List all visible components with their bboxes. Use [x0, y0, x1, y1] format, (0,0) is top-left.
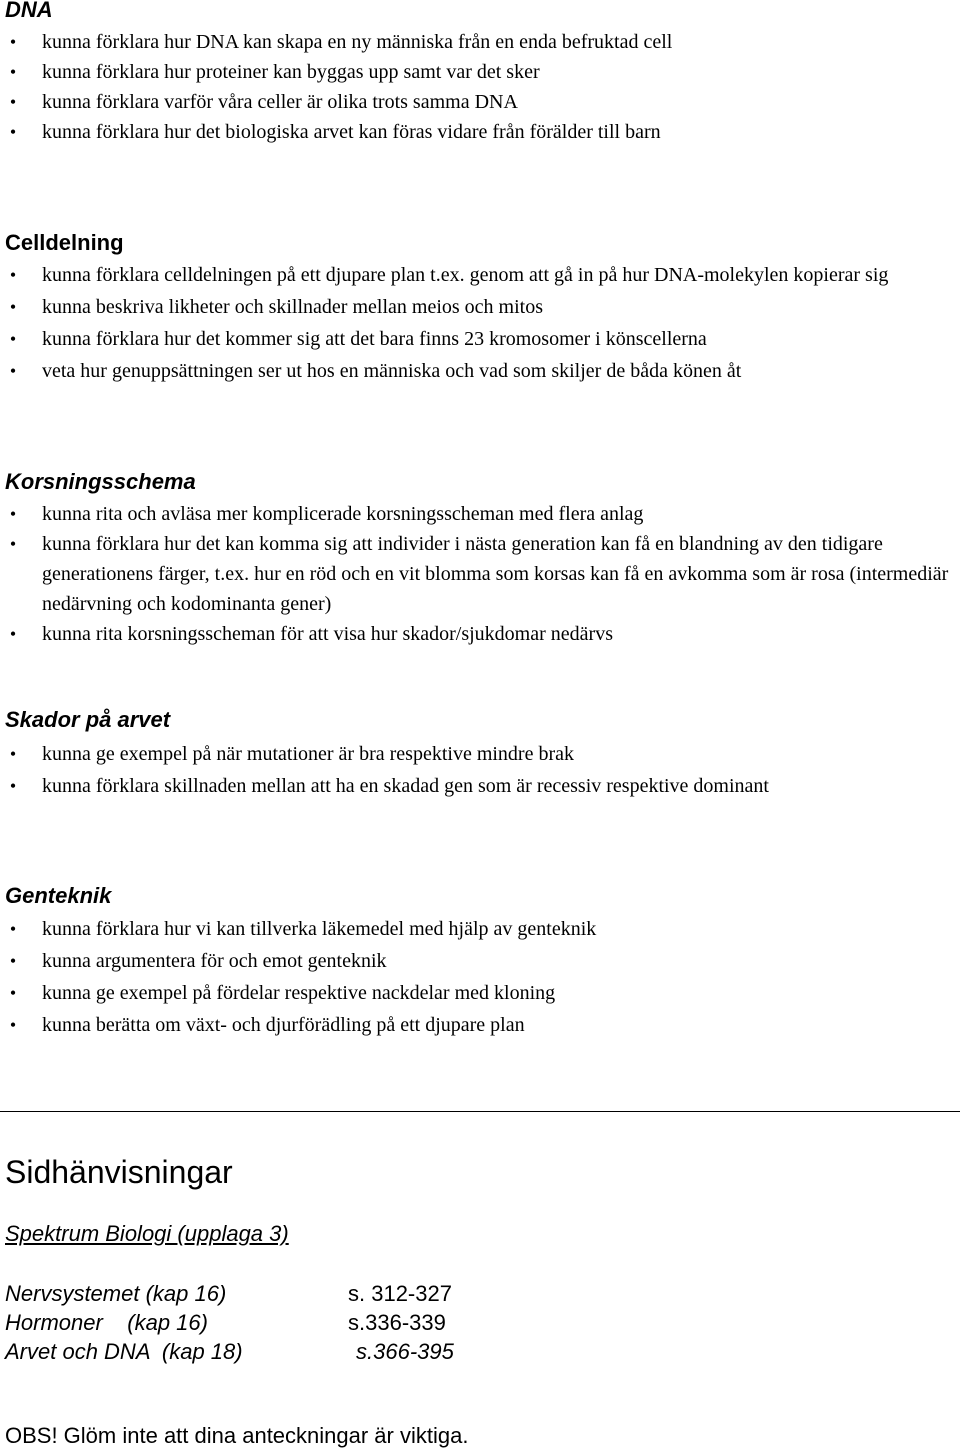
reference-pages: s. 312-327 — [348, 1281, 452, 1306]
bullet-icon: • — [9, 265, 17, 285]
bullet-icon: • — [9, 919, 17, 939]
reference-pages: s.336-339 — [348, 1310, 446, 1335]
list-item: • kunna förklara hur proteiner kan byggas upp samt var det sker — [0, 57, 960, 87]
list-item: • kunna argumentera för och emot genteknik — [0, 946, 960, 976]
section-title-genteknik: Genteknik — [5, 883, 112, 908]
section-korsningsschema-list — [0, 499, 960, 649]
list-item: • veta hur genuppsättningen ser ut hos en människa och vad som skiljer de båda könen åt — [0, 356, 960, 386]
bullet-icon: • — [9, 32, 17, 52]
references-title: Sidhänvisningar — [5, 1154, 233, 1190]
list-item: • kunna förklara hur det kommer sig att det bara finns 23 kromosomer i könscellerna — [0, 324, 960, 354]
section-genteknik-list — [0, 914, 960, 1040]
book-title: Spektrum Biologi (upplaga 3) — [5, 1221, 289, 1246]
list-item: • kunna ge exempel på när mutationer är bra respektive mindre brak — [0, 739, 960, 769]
bullet-icon: • — [9, 983, 17, 1003]
reference-label: Hormoner (kap 16) — [5, 1310, 208, 1335]
section-title-korsningsschema: Korsningsschema — [5, 469, 196, 494]
bullet-icon: • — [9, 329, 17, 349]
list-item: • kunna berätta om växt- och djurförädling på ett djupare plan — [0, 1010, 960, 1040]
list-item: • kunna beskriva likheter och skillnader mellan meios och mitos — [0, 292, 960, 322]
bullet-icon: • — [9, 504, 17, 524]
bullet-icon: • — [9, 951, 17, 971]
reference-label: Arvet och DNA (kap 18) — [5, 1339, 243, 1364]
section-celldelning-list — [0, 260, 960, 386]
bullet-icon: • — [9, 62, 17, 82]
list-item: • kunna förklara celldelningen på ett djupare plan t.ex. genom att gå in på hur DNA-molekylen kopierar sig — [0, 260, 960, 290]
list-item: • kunna ge exempel på fördelar respektive nackdelar med kloning — [0, 978, 960, 1008]
bullet-icon: • — [9, 297, 17, 317]
horizontal-divider — [0, 1111, 960, 1112]
list-item: • kunna förklara hur vi kan tillverka läkemedel med hjälp av genteknik — [0, 914, 960, 944]
bullet-icon: • — [9, 534, 17, 554]
bullet-icon: • — [9, 624, 17, 644]
bullet-icon: • — [9, 92, 17, 112]
list-item: • kunna förklara skillnaden mellan att ha en skadad gen som är recessiv respektive dominant — [0, 771, 960, 801]
section-skador-list — [0, 739, 960, 801]
list-item: • kunna förklara hur det kan komma sig att individer i nästa generation kan få en blandning av den tidigare generationens färger, t.ex. hur en röd och en vit blomma som korsas kan få en avkomma som är rosa (intermediär nedärvning och kodominanta gener) — [0, 529, 960, 619]
bullet-icon: • — [9, 122, 17, 142]
bullet-icon: • — [9, 776, 17, 796]
section-title-dna: DNA — [5, 0, 53, 22]
bullet-icon: • — [9, 361, 17, 381]
section-title-skador: Skador på arvet — [5, 707, 171, 732]
reference-label: Nervsystemet (kap 16) — [5, 1281, 227, 1306]
footer-note: OBS! Glöm inte att dina anteckningar är viktiga. — [5, 1423, 469, 1448]
reference-pages: s.366-395 — [356, 1339, 454, 1364]
list-item: • kunna förklara hur det biologiska arvet kan föras vidare från förälder till barn — [0, 117, 960, 147]
list-item: • kunna rita och avläsa mer komplicerade korsningsscheman med flera anlag — [0, 499, 960, 529]
list-item: • kunna rita korsningsscheman för att visa hur skador/sjukdomar nedärvs — [0, 619, 960, 649]
list-item: • kunna förklara hur DNA kan skapa en ny människa från en enda befruktad cell — [0, 27, 960, 57]
section-title-celldelning: Celldelning — [5, 230, 124, 255]
bullet-icon: • — [9, 1015, 17, 1035]
section-dna-list — [0, 27, 960, 147]
list-item: • kunna förklara varför våra celler är olika trots samma DNA — [0, 87, 960, 117]
bullet-icon: • — [9, 744, 17, 764]
